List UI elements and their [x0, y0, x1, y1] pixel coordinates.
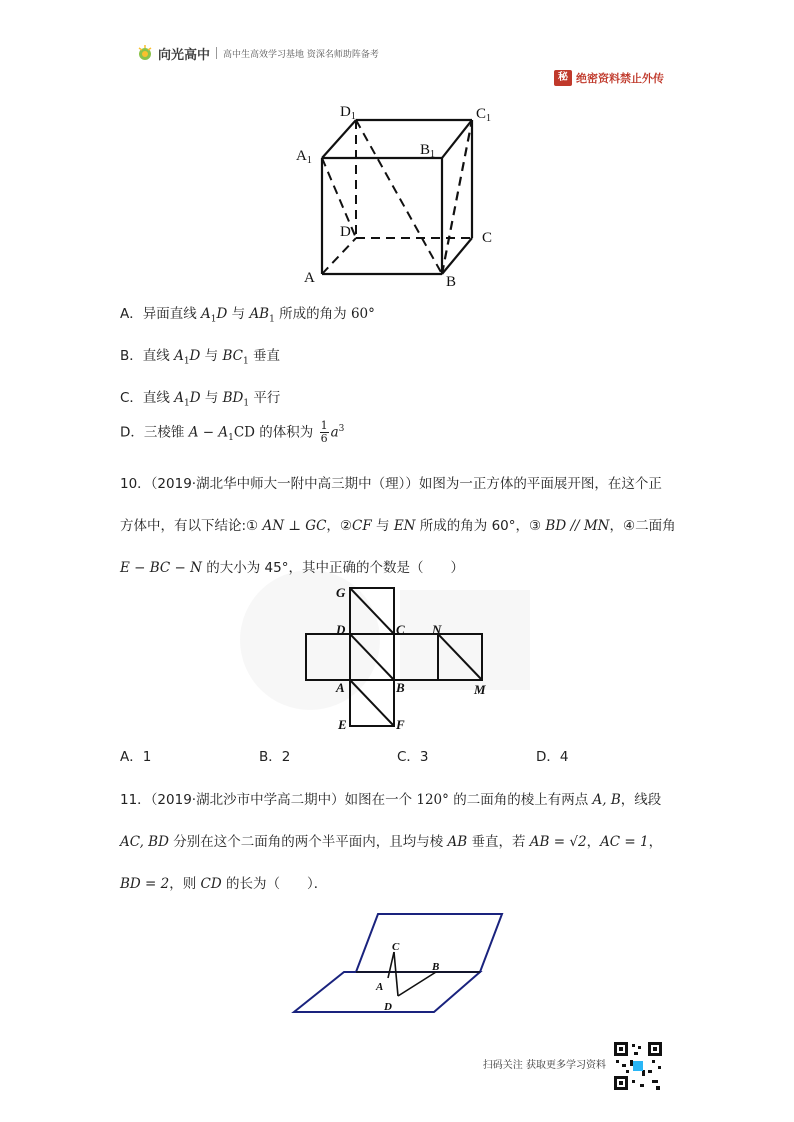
net-diag-top: [350, 588, 394, 634]
q10-line1: 10．（2019·湖北华中师大一附中高三期中（理））如图为一正方体的平面展开图，在这个正: [120, 476, 662, 492]
dihedral-angle-figure: [290, 910, 510, 1020]
diag-bc1: [442, 120, 472, 274]
edge-a1d1: [322, 120, 356, 158]
net-diag-right2: [438, 634, 482, 680]
label-c1: $C_1$: [476, 106, 492, 124]
net-label-c: C: [396, 622, 405, 637]
net-label-a: A: [336, 680, 345, 695]
q11-line2: AC, BD 分别在这个二面角的两个半平面内，且均与棱 AB 垂直，若 AB = √2，AC = 1，: [120, 834, 663, 850]
net-label-d: D: [336, 622, 346, 637]
secret-badge: 秘: [554, 70, 572, 86]
segment-cd: [394, 952, 398, 996]
net-label-g: G: [336, 585, 346, 600]
sun-logo-icon: [136, 44, 154, 62]
net-diag-bottom: [350, 680, 394, 726]
q11-line3: BD = 2，则 CD 的长为（ ）．: [120, 876, 328, 892]
label-a1: $A_1$: [296, 148, 312, 166]
net-label-f: F: [396, 717, 405, 732]
footer-caption: 扫码关注 获取更多学习资料: [482, 1060, 606, 1071]
net-label-b: B: [396, 680, 405, 695]
q9-option-c: C．直线 $A_1D$ 与 $BD_1$ 平行: [120, 390, 281, 409]
net-diag-center: [350, 634, 394, 680]
dihedral-label-b: B: [432, 961, 440, 973]
q9-option-a: A．异面直线 $A_1D$ 与 $AB_1$ 所成的角为 60°: [120, 306, 375, 325]
header-logo: [136, 42, 379, 64]
label-a: A: [304, 270, 315, 286]
net-label-n: N: [432, 622, 442, 637]
q9-option-b: B．直线 $A_1D$ 与 $BC_1$ 垂直: [120, 348, 281, 367]
label-c: C: [482, 230, 493, 246]
net-square-right1: [394, 634, 438, 680]
q11-line1: 11．（2019·湖北沙市中学高二期中）如图在一个 120° 的二面角的棱上有两点 A, B，线段: [120, 792, 662, 808]
q10-line2: 方体中，有以下结论:① AN ⊥ GC，②CF 与 EN 所成的角为 60°，③ BD // MN，④二面角: [120, 518, 676, 534]
edge-ad-hidden: [322, 238, 356, 274]
label-b1: $B_1$: [420, 142, 436, 160]
q10-option-c: C．3: [397, 749, 429, 765]
q10-option-a: A．1: [120, 749, 152, 765]
diag-a1d: [322, 158, 356, 238]
label-d: D: [340, 224, 351, 240]
q10-option-d: D．4: [536, 749, 569, 765]
net-label-m: M: [474, 682, 486, 697]
segment-ca: [388, 952, 394, 978]
cube-net-figure: [300, 584, 500, 736]
half-plane-upper: [356, 914, 502, 972]
header-divider: [216, 47, 217, 59]
net-label-e: E: [338, 717, 347, 732]
q10-line3: E − BC − N 的大小为 45°，其中正确的个数是（ ）: [120, 560, 464, 576]
fraction-one-sixth: $\frac{1}{6}$: [320, 419, 328, 445]
secret-notice: [554, 70, 664, 86]
q10-option-b: B．2: [259, 749, 291, 765]
label-d1: $D_1$: [340, 104, 356, 122]
segment-db: [398, 972, 436, 996]
q9-option-d: D．三棱锥 $A - A_1CD$ 的体积为 $\frac{1}{6}$ $a^3$: [120, 419, 345, 445]
qr-code-icon[interactable]: [612, 1040, 664, 1092]
label-b: B: [446, 274, 457, 290]
net-square-left: [306, 634, 350, 680]
dihedral-label-a: A: [376, 981, 384, 993]
dihedral-label-d: D: [384, 1001, 392, 1013]
secret-text: 绝密资料禁止外传: [576, 72, 664, 85]
brand-name: 向光高中: [158, 47, 211, 63]
cube-figure: [296, 98, 506, 290]
brand-slogan: 高中生高效学习基地 资深名师助阵备考: [223, 49, 379, 60]
dihedral-label-c: C: [392, 941, 400, 953]
